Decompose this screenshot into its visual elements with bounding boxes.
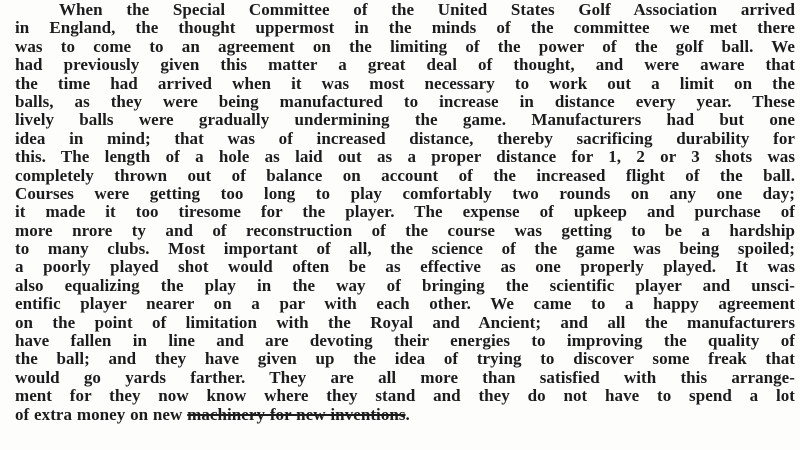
text-line-13: more nrore ty and of reconstruction of the course was getting to be a hardship — [15, 220, 795, 240]
text-line-17: entific player nearer on a par with each other. We came to a happy agreement — [15, 294, 795, 314]
text-line-18: on the point of limitation with the Royal and Ancient; and all the manufacturers — [15, 312, 795, 332]
paragraph — [15, 1, 795, 424]
text-line-10: completely thrown out of balance on account of the increased flight of the ball. — [15, 165, 795, 185]
text-line-14: to many clubs. Most important of all, the science of the game was being spoiled; — [15, 239, 795, 259]
text-line-8: idea in mind; that was of increased distance, thereby sacrificing durability for — [15, 128, 795, 148]
text-line-2: in England, the thought uppermost in the minds of the committee we met there — [15, 18, 795, 38]
text-line-5: the time had arrived when it was most necessary to work out a limit on the — [15, 73, 795, 93]
struck-text: machinery for new inventions — [187, 404, 406, 424]
last-line-end: . — [405, 404, 410, 424]
text-line-7: lively balls were gradually undermining the game. Manufacturers had but one — [15, 110, 795, 130]
text-line-20: the ball; and they have given up the idea of trying to discover some freak that — [15, 349, 795, 369]
last-line-start: of extra money on new — [15, 404, 188, 424]
text-line-1: When the Special Committee of the United States Golf Association arrived — [59, 0, 795, 19]
text-line-9: this. The length of a hole as laid out as a proper distance for 1, 2 or 3 shots was — [15, 147, 795, 167]
text-line-22: ment for they now know where they stand and they do not have to spend a lot — [15, 386, 795, 406]
text-line-6: balls, as they were being manufactured to increase in distance every year. These — [15, 91, 795, 111]
text-line-12: it made it too tiresome for the player. The expense of upkeep and purchase of — [15, 202, 795, 222]
text-line-19: have fallen in line and are devoting their energies to improving the quality of — [15, 331, 795, 351]
text-line-21: would go yards farther. They are all more than satisfied with this arrange- — [15, 367, 795, 387]
text-line-11: Courses were getting too long to play comfortably two rounds on any one day; — [15, 183, 795, 203]
text-line-15: a poorly played shot would often be as effective as one properly played. It was — [15, 257, 795, 277]
text-line-3: was to come to an agreement on the limiting of the power of the golf ball. We — [15, 36, 795, 56]
text-line-16: also equalizing the play in the way of bringing the scientific player and unsci- — [15, 275, 795, 295]
text-line-4: had previously given this matter a great deal of thought, and were aware that — [15, 55, 795, 75]
text-line-23 — [15, 406, 795, 424]
